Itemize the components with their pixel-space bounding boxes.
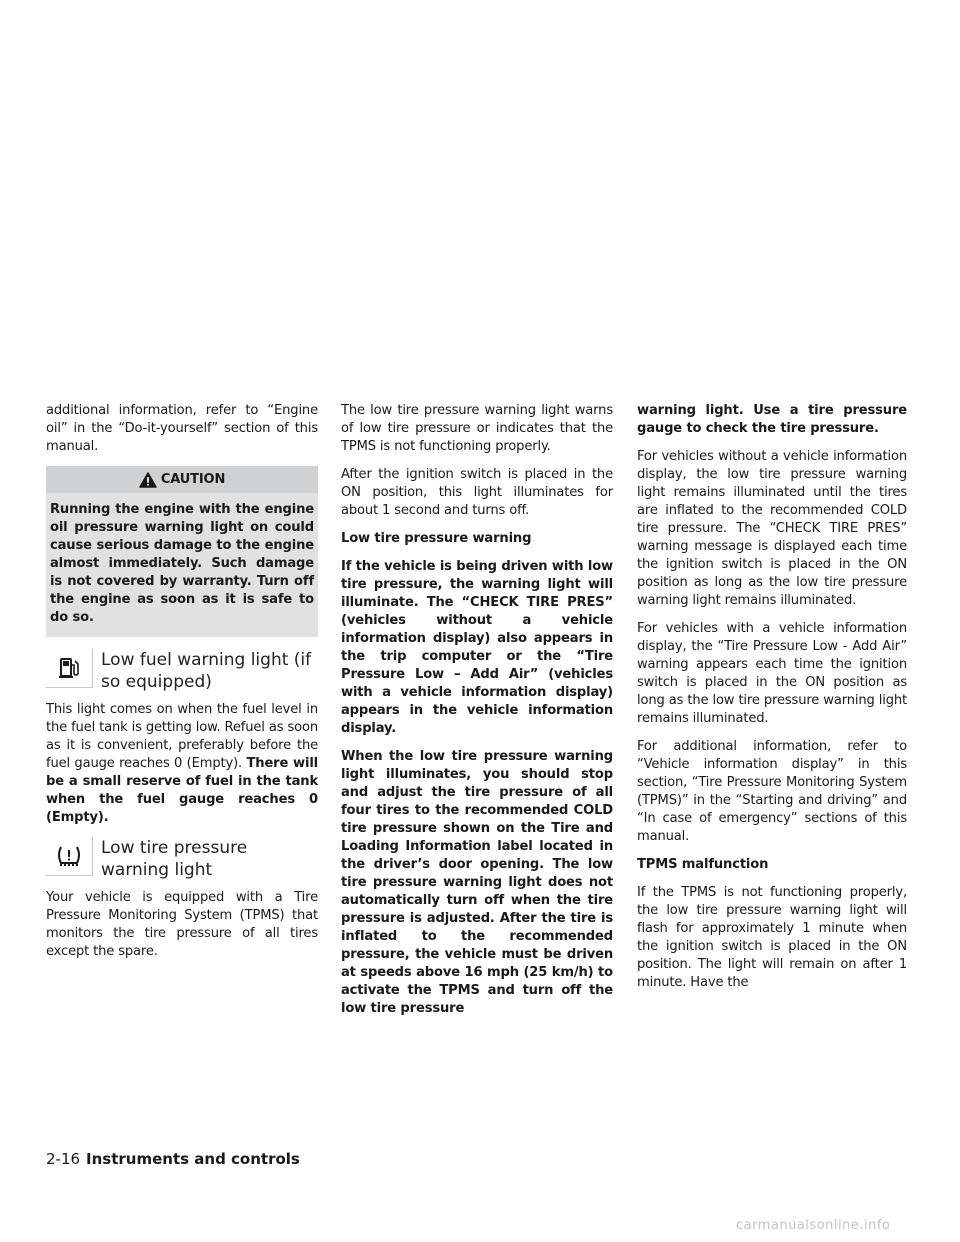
low-tire-pressure-warning-heading: Low tire pressure warning [341, 531, 532, 546]
col2-paragraph-1: The low tire pressure warning light warns of low tire pressure or indicates that the TPMS is not functioning properly. [341, 403, 613, 454]
column-1 [46, 402, 318, 971]
tire-pressure-icon [46, 837, 93, 876]
low-tire-heading [46, 837, 318, 881]
intro-paragraph: additional information, refer to “Engine oil” in the “Do-it-yourself” section of this manual. [46, 403, 318, 454]
page-footer [46, 1150, 300, 1168]
column-3 [637, 402, 907, 1002]
col2-bold-paragraph-1: If the vehicle is being driven with low tire pressure, the warning light will illuminate. The “CHECK TIRE PRES” (vehicles without a vehicle information display) also appears in the trip computer or the “Tire Pressure Low – Add Air” (vehicles with a vehicle information display) appears in the vehicle information display. [341, 559, 613, 736]
col2-bold-paragraph-2: When the low tire pressure warning light illuminates, you should stop and adjust the tire pressure of all four tires to the recommended COLD tire pressure shown on the Tire and Loading Information label located in the driver’s door opening. The low tire pressure warning light does not automatically turn off when the tire pressure is adjusted. After the tire is inflated to the recommended pressure, the vehicle must be driven at speeds above 16 mph (25 km/h) to activate the TPMS and turn off the low tire pressure [341, 749, 613, 1016]
low-tire-title: Low tire pressure warning light [101, 838, 248, 880]
low-fuel-text: This light comes on when the fuel level in the fuel tank is getting low. Refuel as soon as it is convenient, preferably before the fuel gauge reaches 0 (Empty). There will be a small reserve of fuel in the tank when the fuel gauge reaches 0 (Empty). [46, 702, 319, 825]
column-2 [341, 402, 613, 1028]
caution-label: CAUTION [160, 471, 226, 487]
watermark: carmanualsonline.info [736, 1218, 891, 1233]
col3-paragraph-4: If the TPMS is not functioning properly, the low tire pressure warning light will flash for approximately 1 minute when the ignition switch is placed in the ON position. The light will remain on after 1 minute. Have the [637, 885, 907, 990]
col3-paragraph-1: For vehicles without a vehicle information display, the low tire pressure warning light remains illuminated until the tires are inflated to the recommended COLD tire pressure. The “CHECK TIRE PRES” warning message is displayed each time the ignition switch is placed in the ON position as long as the low tire pressure warning light remains illuminated. [637, 449, 907, 608]
low-tire-text: Your vehicle is equipped with a Tire Pressure Monitoring System (TPMS) that monitors the tire pressure of all tires except the spare. [46, 890, 318, 959]
page-number: 2-16 [46, 1150, 81, 1168]
col2-paragraph-2: After the ignition switch is placed in the ON position, this light illuminates for about 1 second and turns off. [341, 467, 613, 518]
fuel-pump-icon [46, 649, 93, 688]
caution-header [46, 466, 318, 493]
low-fuel-heading [46, 649, 318, 693]
col3-bold-continuation: warning light. Use a tire pressure gauge to check the tire pressure. [637, 403, 907, 436]
col3-paragraph-3: For additional information, refer to “Vehicle information display” in this section, “Tire Pressure Monitoring System (TPMS)” in the “Starting and driving” and “In case of emergency” sections of this manual. [637, 739, 907, 844]
col3-paragraph-2: For vehicles with a vehicle information display, the “Tire Pressure Low - Add Air” warning appears each time the ignition switch is placed in the ON position as long as the low tire pressure warning light remains illuminated. [637, 621, 907, 726]
caution-box [46, 466, 318, 637]
tpms-malfunction-heading: TPMS malfunction [637, 857, 769, 872]
warning-triangle-icon [139, 472, 157, 488]
low-fuel-title: Low fuel warning light (if so equipped) [101, 650, 312, 692]
section-title: Instruments and controls [86, 1150, 300, 1168]
caution-text: Running the engine with the engine oil pressure warning light on could cause serious damage to the engine almost immediately. Such damage is not covered by warranty. Turn off the engine as soon as it is safe to do so. [50, 502, 314, 625]
